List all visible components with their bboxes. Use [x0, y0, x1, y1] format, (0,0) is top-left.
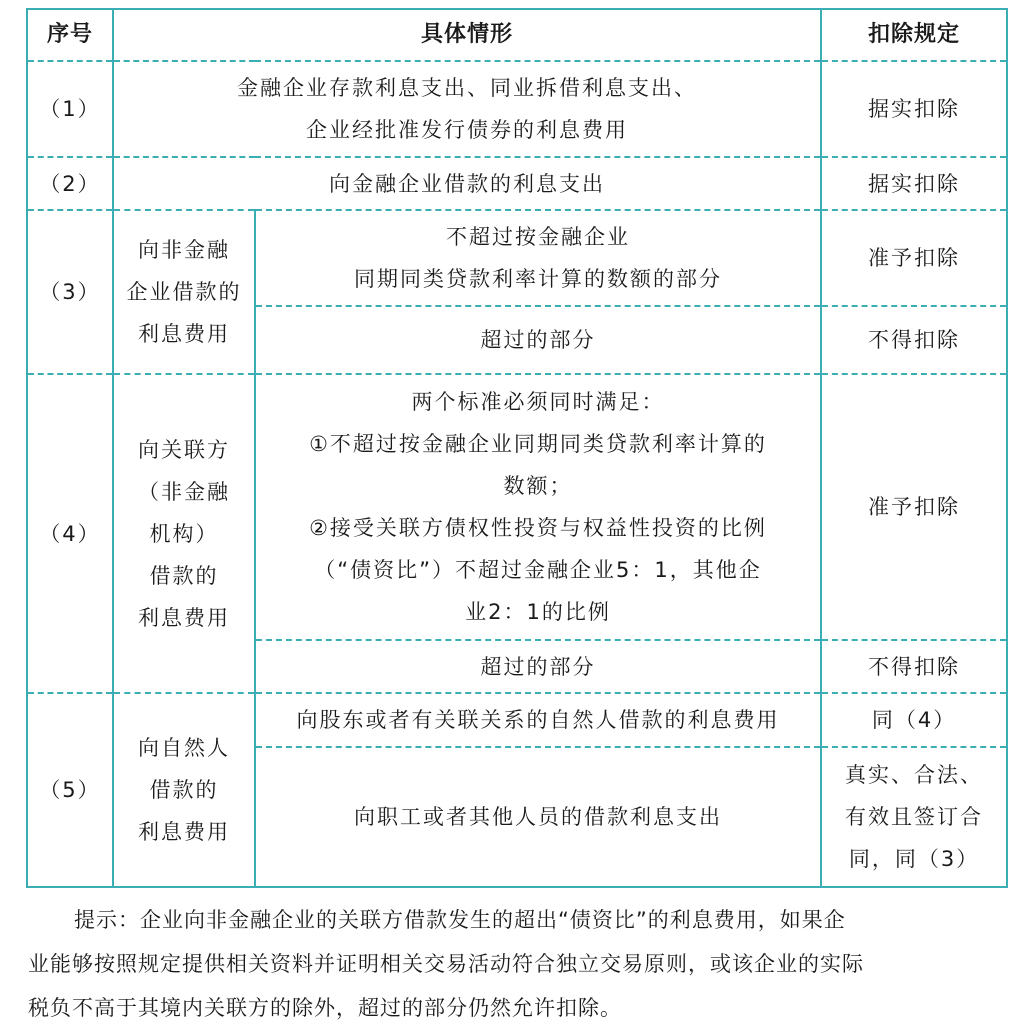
situation-cell: [255, 374, 821, 640]
tip-line: 业能够按照规定提供相关资料并证明相关交易活动符合独立交易原则，或该企业的实际: [28, 952, 864, 976]
text-line: 利息费用: [138, 605, 230, 630]
rule-cell: 据实扣除: [821, 61, 1007, 157]
situation-cell: 超过的部分: [255, 640, 821, 693]
header-situation: 具体情形: [113, 9, 821, 61]
text-line: ①不超过按金融企业同期同类贷款利率计算的: [309, 432, 767, 456]
text-line: 同，同（3）: [848, 847, 980, 871]
text-line: 同期同类贷款利率计算的数额的部分: [354, 267, 722, 291]
situation-cell: 超过的部分: [255, 306, 821, 374]
rule-cell: 据实扣除: [821, 157, 1007, 210]
text-line: 两个标准必须同时满足：: [411, 390, 665, 414]
situation-cell: [113, 61, 821, 157]
text-line: 向自然人: [138, 736, 230, 760]
text-line: 向非金融: [138, 238, 230, 262]
text-line: ②接受关联方债权性投资与权益性投资的比例: [309, 516, 767, 540]
header-no: 序号: [27, 9, 113, 61]
row-number: （1）: [27, 61, 113, 157]
situation-cell: 向股东或者有关联关系的自然人借款的利息费用: [255, 693, 821, 747]
text-line: 机构）: [149, 521, 219, 546]
text-line: 金融企业存款利息支出、同业拆借利息支出、: [237, 76, 697, 100]
text-line: （非金融: [138, 479, 230, 504]
text-line: 真实、合法、: [845, 763, 984, 787]
text-line: 借款的: [149, 778, 219, 802]
table-row: [27, 61, 1007, 157]
text-line: 借款的: [149, 563, 219, 588]
text-line: 利息费用: [138, 820, 230, 844]
rule-cell: 不得扣除: [821, 640, 1007, 693]
header-row: [27, 9, 1007, 61]
text-line: 不超过按金融企业: [446, 225, 630, 249]
row-number: （5）: [27, 693, 113, 887]
row-number: （2）: [27, 157, 113, 210]
header-rule: 扣除规定: [821, 9, 1007, 61]
text-line: 向关联方: [138, 437, 230, 462]
text-line: 企业经批准发行债券的利息费用: [306, 118, 628, 142]
table-row: [27, 157, 1007, 210]
tip-line: 税负不高于其境内关联方的除外，超过的部分仍然允许扣除。: [28, 996, 622, 1020]
table-row: [27, 374, 1007, 640]
situation-cell: 向金融企业借款的利息支出: [113, 157, 821, 210]
row-number: （4）: [27, 374, 113, 693]
text-line: 业2：1的比例: [465, 600, 611, 624]
text-line: （“债资比”）不超过金融企业5：1，其他企: [314, 558, 762, 582]
tip-line: [28, 898, 1004, 942]
rule-cell: 不得扣除: [821, 306, 1007, 374]
text-line: 利息费用: [138, 322, 230, 346]
category-cell: [113, 374, 255, 693]
rule-cell: 同（4）: [821, 693, 1007, 747]
interest-deduction-table: [26, 8, 1008, 888]
text-line: 数额；: [503, 474, 573, 498]
row-number: （3）: [27, 210, 113, 374]
category-cell: [113, 210, 255, 374]
rule-cell: [821, 747, 1007, 887]
table-row: [27, 693, 1007, 747]
tip-text: 提示：企业向非金融企业的关联方借款发生的超出“债资比”的利息费用，如果企: [74, 908, 846, 932]
tip-paragraph: [28, 898, 1004, 1030]
situation-cell: 向职工或者其他人员的借款利息支出: [255, 747, 821, 887]
text-line: 企业借款的: [126, 280, 242, 304]
rule-cell: 准予扣除: [821, 374, 1007, 640]
category-cell: [113, 693, 255, 887]
situation-cell: [255, 210, 821, 306]
table-row: [27, 210, 1007, 306]
text-line: 有效且签订合: [845, 805, 984, 829]
rule-cell: 准予扣除: [821, 210, 1007, 306]
